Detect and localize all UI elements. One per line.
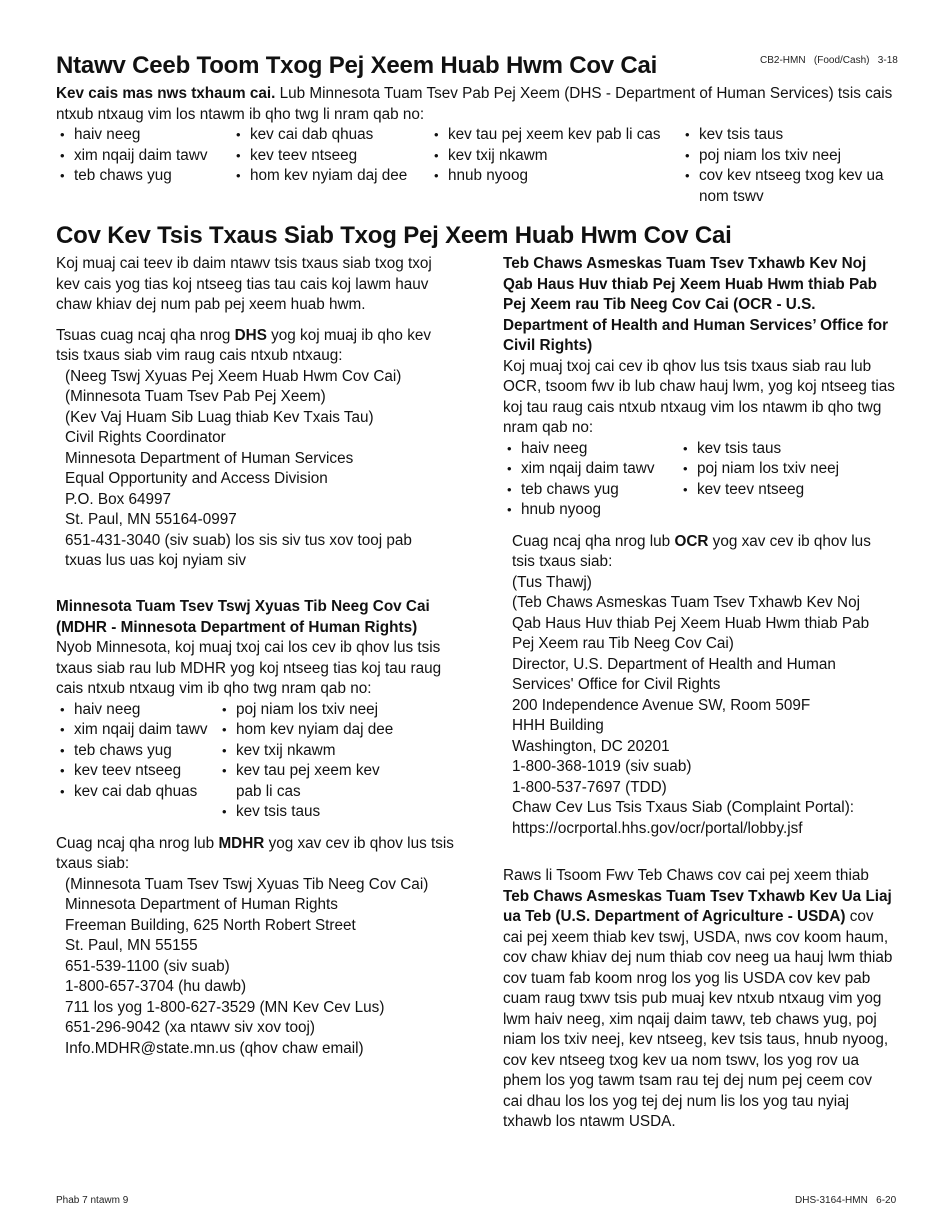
ocr-contact-post: yog xav cev ib qhov lus tsis txaus siab:: [512, 532, 871, 570]
mdhr-address: [56, 875, 454, 1060]
dhs-contact-pre: Tsuas cuag ncaj qha nrog: [56, 326, 235, 344]
address-line: (Tus Thawj): [512, 573, 592, 591]
page-title: Ntawv Ceeb Toom Txog Pej Xeem Huab Hwm Cov Cai: [56, 52, 658, 79]
list-item: • kev tau pej xeem kev pab li cas: [218, 761, 408, 802]
ocr-address: [512, 573, 895, 840]
list-item: • kev teev ntseeg: [679, 480, 879, 501]
usda-paragraph: [503, 866, 895, 1133]
intro-bullets-col-4: [681, 125, 896, 207]
list-item: • teb chaws yug: [56, 741, 221, 762]
intro-bullets-col-2: [232, 125, 432, 187]
ocr-heading-text: Teb Chaws Asmeskas Tuam Tsev Txhawb Kev Noj Qab Haus Huv thiab Pej Xeem Huab Hwm thiab Pab Pej Xeem rau Tib Neeg Cov Cai (OCR - U.S. Department of Health and Human Services’ Office for Civil Rights): [503, 255, 889, 354]
right-column: [503, 254, 895, 839]
address-line: Freeman Building, 625 North Robert Street: [65, 916, 356, 934]
ocr-bullets-col-1: [503, 439, 683, 521]
address-line: Minnesota Department of Human Rights: [65, 896, 338, 913]
address-line: txuas lus uas koj nyiam siv: [65, 552, 247, 569]
mdhr-bullets-col-2: [218, 700, 408, 823]
list-item: • hnub nyoog: [430, 166, 686, 187]
address-line: Info.MDHR@state.mn.us (qhov chaw email): [65, 1039, 364, 1057]
list-item: • kev teev ntseeg: [56, 761, 221, 782]
address-line: 711 los yog 1-800-627-3529 (MN Kev Cev Lus): [65, 998, 385, 1016]
address-line: Services' Office for Civil Rights: [512, 676, 721, 693]
address-line: (Neeg Tswj Xyuas Pej Xeem Huab Hwm Cov Cai): [65, 367, 402, 385]
ocr-contact-bold: OCR: [674, 532, 709, 550]
usda-bold: Teb Chaws Asmeskas Tuam Tsev Txhawb Kev Ua Liaj ua Teb (U.S. Department of Agriculture - USDA): [503, 887, 892, 925]
list-item: • hnub nyoog: [503, 500, 683, 521]
address-line: (Minnesota Tuam Tsev Tswj Xyuas Tib Neeg Cov Cai): [65, 875, 429, 893]
list-item: • cov kev ntseeg txog kev ua nom tswv: [681, 166, 896, 207]
list-item: • xim nqaij daim tawv: [503, 459, 683, 480]
intro-section: [56, 84, 896, 125]
list-item: • xim nqaij daim tawv: [56, 146, 231, 167]
list-item: • teb chaws yug: [503, 480, 683, 501]
list-item: • kev cai dab qhuas: [232, 125, 432, 146]
intro-lead-bold: Kev cais mas nws txhaum cai.: [56, 85, 276, 102]
address-line: Washington, DC 20201: [512, 737, 670, 755]
list-item: • teb chaws yug: [56, 166, 231, 187]
address-line: P.O. Box 64997: [65, 490, 172, 508]
list-item: • hom kev nyiam daj dee: [232, 166, 432, 187]
intro-lead-text: Lub Minnesota Tuam Tsev Pab Pej Xeem (DHS - Department of Human Services) tsis cais ntxub ntxaug vim los ntawm ib qho twg li nram qab no:: [56, 85, 893, 123]
intro-paragraph: [56, 84, 896, 125]
ocr-contact-paragraph: [512, 532, 895, 573]
ocr-bullet-grid: [503, 439, 895, 523]
mdhr-heading-text: Minnesota Tuam Tsev Tswj Xyuas Tib Neeg Cov Cai (MDHR - Minnesota Department of Human Rights): [56, 598, 430, 636]
list-item: • haiv neeg: [503, 439, 683, 460]
dhs-contact-paragraph: [56, 326, 454, 367]
ocr-paragraph: Koj muaj txoj cai cev ib qhov lus tsis txaus siab rau lub OCR, tsoom fwv ib lub chaw hauj lwm, yog koj ntseeg tias koj tau raug cais ntxub ntxaug vim los ntawm ib qho twg nram qab no:: [503, 357, 895, 436]
list-item: • poj niam los txiv neej: [679, 459, 879, 480]
mdhr-bullets-col-1: [56, 700, 221, 803]
mdhr-contact-paragraph: [56, 834, 454, 875]
address-line: St. Paul, MN 55164-0997: [65, 511, 237, 528]
form-code: CB2-HMN (Food/Cash) 3-18: [760, 55, 898, 66]
address-line: (Kev Vaj Huam Sib Luag thiab Kev Txais Tau): [65, 408, 374, 426]
list-item: • poj niam los txiv neej: [681, 146, 896, 167]
usda-pre: Raws li Tsoom Fwv Teb Chaws cov cai pej xeem thiab: [503, 867, 869, 884]
list-item: • kev tau pej xeem kev pab li cas: [430, 125, 686, 146]
address-line: (Minnesota Tuam Tsev Pab Pej Xeem): [65, 388, 326, 405]
address-line: 651-539-1100 (siv suab): [65, 957, 230, 975]
list-item: • haiv neeg: [56, 700, 221, 721]
ocr-contact-block: [503, 532, 895, 840]
address-line: 200 Independence Avenue SW, Room 509F: [512, 696, 811, 714]
ocr-bullets-col-2: [679, 439, 879, 501]
address-line: HHH Building: [512, 717, 604, 734]
address-line: Pej Xeem rau Tib Neeg Cov Cai): [512, 635, 734, 652]
address-line: Chaw Cev Lus Tsis Txaus Siab (Complaint Portal):: [512, 799, 855, 816]
address-line: 651-431-3040 (siv suab) los sis siv tus xov tooj pab: [65, 531, 412, 549]
list-item: • kev tsis taus: [681, 125, 896, 146]
mdhr-contact-bold: MDHR: [218, 834, 265, 852]
list-item: • kev tsis taus: [218, 802, 408, 823]
address-line: Minnesota Department of Human Services: [65, 449, 354, 467]
list-item: • haiv neeg: [56, 125, 231, 146]
usda-post: cov cai pej xeem thiab kev tswj, USDA, nws cov koom haum, cov chaw khiav dej num thiab cov neeg ua hauj lwm thiab cov tuam fab koom nrog los yog lis USDA cov kev pab cuam raug txwv tsis pub muaj kev ntxub ntxaug vim yog lwm haiv neeg, xim nqaij daim tawv, teb chaws yug, poj niam los txiv neej, kev ntseeg, kev tsis taus, hnub nyoog, cov kev ntseeg txog kev ua nom tswv, los yog rov ua phem los yog tawm tsam rau tej dej num pej ceem cov cai dhau los los yog tej dej num lis los yog tau nyiaj txhawb los ntawm USDA.: [503, 908, 893, 1130]
ocr-heading: [503, 254, 895, 357]
footer-page-number: Phab 7 ntawm 9: [56, 1195, 129, 1206]
mdhr-heading: [56, 597, 454, 638]
list-item: • kev tsis taus: [679, 439, 879, 460]
mdhr-contact-pre: Cuag ncaj qha nrog lub: [56, 834, 219, 852]
usda-section: [503, 866, 895, 1133]
address-line: 1-800-537-7697 (TDD): [512, 778, 667, 796]
list-item: • kev txij nkawm: [218, 741, 408, 762]
address-line: Qab Haus Huv thiab Pej Xeem Huab Hwm thiab Pab: [512, 614, 870, 632]
mdhr-section: [56, 597, 454, 1059]
dhs-contact-post: yog koj muaj ib qho kev tsis txaus siab vim raug cais ntxub ntxaug:: [56, 326, 431, 364]
intro-bullets-col-3: [430, 125, 686, 187]
list-item: • hom kev nyiam daj dee: [218, 720, 408, 741]
address-line: 651-296-9042 (xa ntawv siv xov tooj): [65, 1019, 315, 1036]
list-item: • poj niam los txiv neej: [218, 700, 408, 721]
intro-bullets-col-1: [56, 125, 231, 187]
portal-link[interactable]: https://ocrportal.hhs.gov/ocr/portal/lobby.jsf: [512, 819, 803, 837]
rights-paragraph: Koj muaj cai teev ib daim ntawv tsis txaus siab txog txoj kev cais yog tias koj ntseeg tias tau cais koj lawm hauv chaw khiav dej num pab pej xeem huab hwm.: [56, 255, 432, 313]
address-line: Equal Opportunity and Access Division: [65, 470, 328, 487]
list-item: • kev txij nkawm: [430, 146, 686, 167]
address-line: Director, U.S. Department of Health and Human: [512, 655, 836, 673]
address-line: 1-800-368-1019 (siv suab): [512, 758, 692, 775]
mdhr-bullet-grid: [56, 700, 454, 824]
address-line: 1-800-657-3704 (hu dawb): [65, 978, 247, 995]
left-column: [56, 254, 454, 572]
list-item: • xim nqaij daim tawv: [56, 720, 221, 741]
mdhr-contact-post: yog xav cev ib qhov lus tsis txaus siab:: [56, 834, 454, 872]
dhs-address: [56, 367, 454, 572]
section-title-complaints: Cov Kev Tsis Txaus Siab Txog Pej Xeem Huab Hwm Cov Cai: [56, 222, 732, 249]
ocr-contact-pre: Cuag ncaj qha nrog lub: [512, 532, 675, 550]
dhs-contact-bold: DHS: [234, 326, 267, 344]
address-line: Civil Rights Coordinator: [65, 429, 226, 446]
footer-form-id: DHS-3164-HMN 6-20: [795, 1195, 897, 1206]
mdhr-paragraph: Nyob Minnesota, koj muaj txoj cai los cev ib qhov lus tsis txaus siab rau lub MDHR yog koj ntseeg tias koj tau raug cais ntxub ntxaug vim ib qho twg nram qab no:: [56, 639, 442, 697]
list-item: • kev teev ntseeg: [232, 146, 432, 167]
list-item: • kev cai dab qhuas: [56, 782, 221, 803]
address-line: (Teb Chaws Asmeskas Tuam Tsev Txhawb Kev Noj: [512, 594, 861, 611]
address-line: St. Paul, MN 55155: [65, 937, 198, 954]
